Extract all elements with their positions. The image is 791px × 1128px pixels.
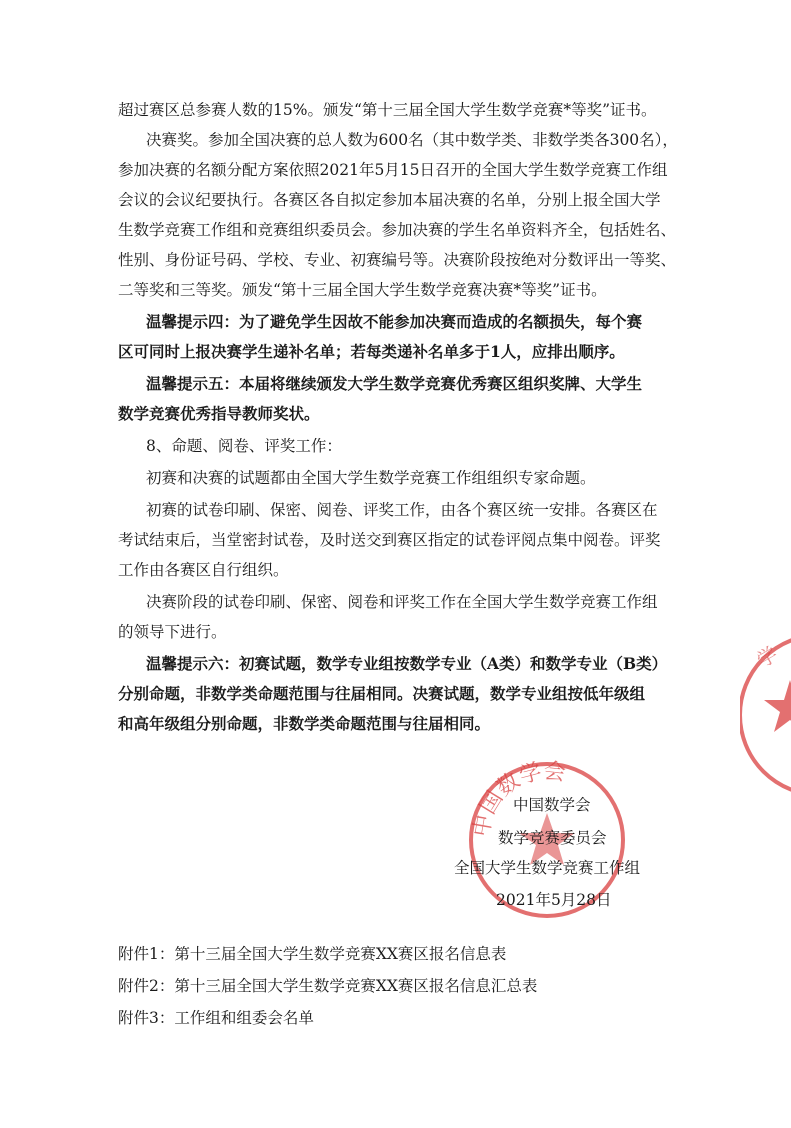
- body-line-5: 生数学竞赛工作组和竞赛组织委员会。参加决赛的学生名单资料齐全，包括姓名、: [118, 221, 677, 239]
- body-line-18: 的领导下进行。: [118, 623, 227, 641]
- edge-seal: [740, 620, 791, 810]
- signature-org3: 全国大学生数学竞赛工作组: [454, 859, 641, 877]
- body-line-1: 超过赛区总参赛人数的15%。颁发“第十三届全国大学生数学竞赛*等奖”证书。: [118, 101, 657, 119]
- body-line-17: 决赛阶段的试卷印刷、保密、阅卷和评奖工作在全国大学生数学竞赛工作组: [146, 593, 658, 611]
- body-line-15: 考试结束后，当堂密封试卷，及时送交到赛区指定的试卷评阅点集中阅卷。评奖: [118, 531, 661, 549]
- body-line-10: 温馨提示五：本届将继续颁发大学生数学竞赛优秀赛区组织奖牌、大学生: [146, 374, 643, 393]
- body-line-11: 数学竞赛优秀指导教师奖状。: [118, 404, 320, 423]
- body-line-13: 初赛和决赛的试题都由全国大学生数学竞赛工作组组织专家命题。: [146, 469, 596, 487]
- body-line-7: 二等奖和三等奖。颁发“第十三届全国大学生数学竞赛决赛*等奖”证书。: [118, 281, 607, 299]
- body-line-8: 温馨提示四：为了避免学生因故不能参加决赛而造成的名额损失，每个赛: [146, 312, 643, 331]
- body-line-20: 分别命题，非数学类命题范围与往届相同。决赛试题，数学专业组按低年级组: [118, 684, 646, 703]
- body-line-6: 性别、身份证号码、学校、专业、初赛编号等。决赛阶段按绝对分数评出一等奖、: [118, 251, 677, 269]
- attachment-3: 附件3：工作组和组委会名单: [118, 1009, 314, 1027]
- signature-date: 2021年5月28日: [496, 891, 612, 909]
- body-line-3: 参加决赛的名额分配方案依照2021年5月15日召开的全国大学生数学竞赛工作组: [118, 161, 668, 179]
- seal-text: 中国数学会: [469, 758, 568, 839]
- body-line-4: 会议的会议纪要执行。各赛区各自拟定参加本届决赛的名单，分别上报全国大学: [118, 191, 661, 209]
- body-line-9: 区可同时上报决赛学生递补名单；若每类递补名单多于1人，应排出顺序。: [118, 342, 625, 361]
- attachment-2: 附件2：第十三届全国大学生数学竞赛XX赛区报名信息汇总表: [118, 977, 538, 995]
- edge-seal-text: 学: [752, 641, 782, 673]
- attachment-1: 附件1：第十三届全国大学生数学竞赛XX赛区报名信息表: [118, 945, 507, 963]
- body-line-19: 温馨提示六：初赛试题，数学专业组按数学专业（A类）和数学专业（B类）: [146, 654, 668, 673]
- body-line-2: 决赛奖。参加全国决赛的总人数为600名（其中数学类、非数学类各300名），: [146, 131, 678, 149]
- body-line-12: 8、命题、阅卷、评奖工作：: [146, 437, 342, 455]
- body-line-16: 工作由各赛区自行组织。: [118, 561, 289, 579]
- signature-org2: 数学竞赛委员会: [498, 829, 607, 847]
- body-line-21: 和高年级组分别命题，非数学类命题范围与往届相同。: [118, 714, 491, 733]
- signature-org1: 中国数学会: [513, 796, 591, 814]
- body-line-14: 初赛的试卷印刷、保密、阅卷、评奖工作，由各个赛区统一安排。各赛区在: [146, 501, 658, 519]
